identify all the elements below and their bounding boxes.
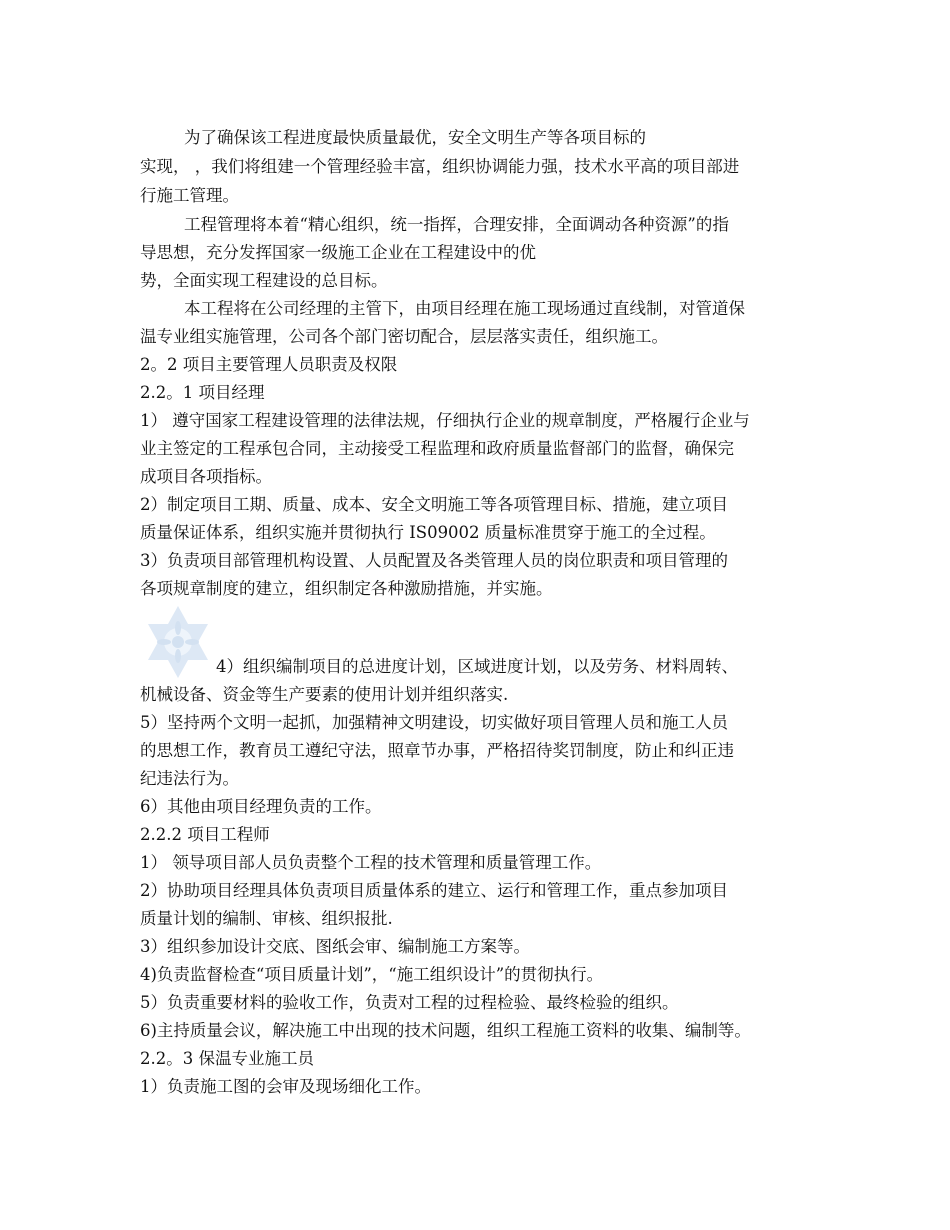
text-line: 工程管理将本着“精心组织，统一指挥，合理安排，全面调动各种资源”的指	[184, 215, 729, 234]
subsection-heading: 2.2。3 保温专业施工员	[140, 1049, 314, 1068]
text-line: 3）组织参加设计交底、图纸会审、编制施工方案等。	[140, 937, 530, 956]
text-line: 机械设备、资金等生产要素的使用计划并组织落实.	[140, 685, 509, 704]
text-line: 纪违法行为。	[140, 769, 239, 788]
text-line: 4）组织编制项目的总进度计划，区域进度计划，以及劳务、材料周转、	[216, 657, 738, 676]
text-line: 的思想工作，教育员工遵纪守法，照章节办事，严格招待奖罚制度，防止和纠正违	[140, 741, 734, 760]
text-line: 实现， ，我们将组建一个管理经验丰富，组织协调能力强，技术水平高的项目部进	[140, 157, 740, 176]
text-line: 3）负责项目部管理机构设置、人员配置及各类管理人员的岗位职责和项目管理的	[140, 551, 728, 570]
text-line: 1） 领导项目部人员负责整个工程的技术管理和质量管理工作。	[140, 853, 602, 872]
text-line: 行施工管理。	[140, 186, 239, 205]
text-line: 质量保证体系，组织实施并贯彻执行 IS09002 质量标准贯穿于施工的全过程。	[140, 523, 716, 542]
text-line: 6）其他由项目经理负责的工作。	[140, 797, 382, 816]
text-line: 为了确保该工程进度最快质量最优，安全文明生产等各项目标的	[184, 128, 646, 147]
text-line: 质量计划的编制、审核、组织报批.	[140, 909, 393, 928]
text-line: 本工程将在公司经理的主管下，由项目经理在施工现场通过直线制，对管道保	[184, 299, 745, 318]
text-line: 势，全面实现工程建设的总目标。	[140, 271, 388, 290]
snowflake-emblem-icon	[140, 604, 216, 680]
text-line: 2）制定项目工期、质量、成本、安全文明施工等各项管理目标、措施，建立项目	[140, 495, 728, 514]
text-line: 6)主持质量会议，解决施工中出现的技术问题，组织工程施工资料的收集、编制等。	[140, 1021, 751, 1040]
text-line: 4)负责监督检查“项目质量计划”，“施工组织设计”的贯彻执行。	[140, 965, 604, 984]
subsection-heading: 2.2.2 项目工程师	[140, 825, 270, 844]
section-heading: 2。2 项目主要管理人员职责及权限	[140, 355, 398, 374]
text-line: 导思想，充分发挥国家一级施工企业在工程建设中的优	[140, 243, 536, 262]
text-line: 温专业组实施管理，公司各个部门密切配合，层层落实责任，组织施工。	[140, 327, 668, 346]
subsection-heading: 2.2。1 项目经理	[140, 383, 265, 402]
text-line: 1）负责施工图的会审及现场细化工作。	[140, 1077, 431, 1096]
text-line: 业主签定的工程承包合同，主动接受工程监理和政府质量监督部门的监督，确保完	[140, 439, 734, 458]
text-line: 成项目各项指标。	[140, 467, 272, 486]
text-line: 2）协助项目经理具体负责项目质量体系的建立、运行和管理工作，重点参加项目	[140, 881, 728, 900]
text-line: 5）坚持两个文明一起抓，加强精神文明建设，切实做好项目管理人员和施工人员	[140, 713, 728, 732]
text-line: 5）负责重要材料的验收工作，负责对工程的过程检验、最终检验的组织。	[140, 993, 679, 1012]
text-line: 各项规章制度的建立，组织制定各种激励措施，并实施。	[140, 579, 553, 598]
text-line: 1） 遵守国家工程建设管理的法律法规，仔细执行企业的规章制度，严格履行企业与	[140, 411, 750, 430]
